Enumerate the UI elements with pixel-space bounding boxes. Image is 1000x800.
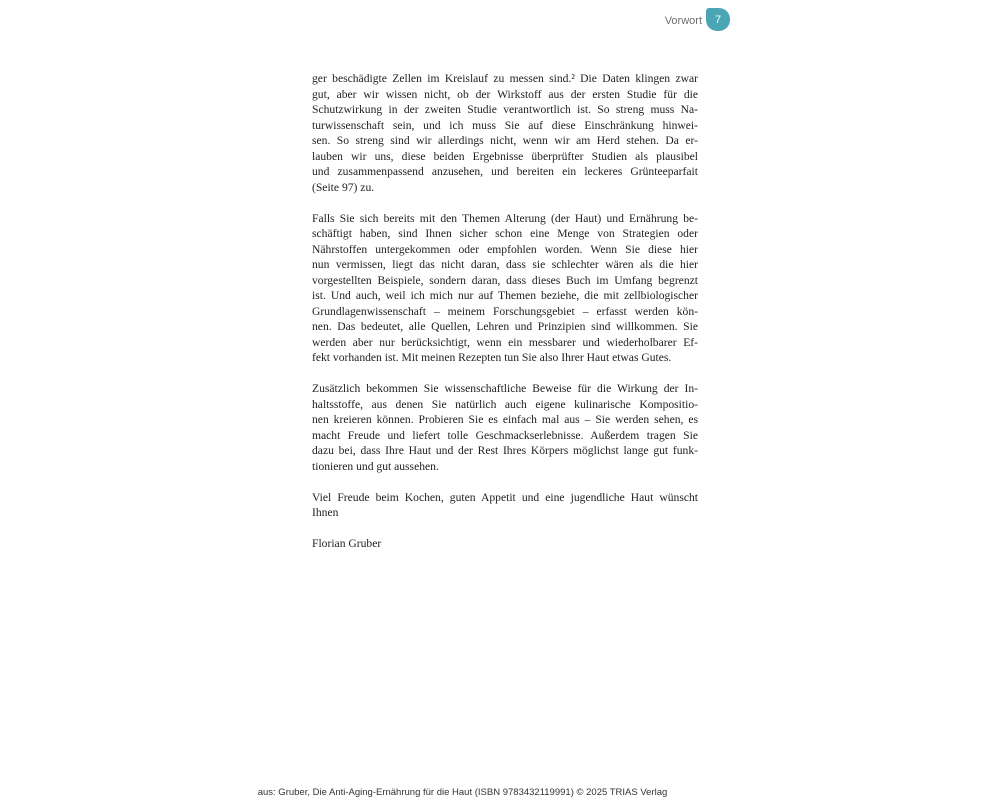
text-line: werden aber nur berücksichtigt, wenn ein messbarer und wiederholbarer Ef- — [312, 335, 698, 349]
text-line: Falls Sie sich bereits mit den Themen Alterung (der Haut) und Ernährung be- — [312, 211, 698, 225]
text-line: tionieren und gut aussehen. — [312, 459, 439, 473]
text-line: nen kreieren können. Probieren Sie es einfach mal aus – Sie werden sehen, es — [312, 413, 698, 426]
text-line: nen. Das bedeutet, alle Quellen, Lehren und Prinzipien sind willkommen. Sie — [312, 320, 698, 333]
text-line: macht Freude und liefert tolle Geschmackserlebnisse. Außerdem tragen Sie — [312, 428, 698, 442]
page-number-badge: 7 — [706, 8, 730, 31]
author-signature — [312, 536, 698, 552]
text-line: fekt vorhanden ist. Mit meinen Rezepten tun Sie also Ihrer Haut etwas Gutes. — [312, 351, 672, 364]
text-line: sen. So streng sind wir allerdings nicht, wenn wir am Herd stehen. Da er- — [312, 134, 698, 147]
text-line: dazu bei, dass Ihre Haut und der Rest Ihres Körpers möglichst lange gut funk- — [312, 444, 698, 457]
text-line: ger beschädigte Zellen im Kreislauf zu messen sind.² Die Daten klingen zwar — [312, 72, 698, 85]
text-line: ist. Und auch, weil ich mich nur auf Themen beziehe, die mit zellbiologischer — [312, 289, 698, 302]
text-line: turwissenschaft sein, und ich muss Sie auf diese Einschränkung hinwei- — [312, 118, 698, 132]
text-line: vorgestellten Beispiele, sondern daran, dass dieses Buch im Umfang begrenzt — [312, 273, 698, 287]
text-line: schäftigt haben, sind Ihnen sicher schon eine Menge von Strategien oder — [312, 227, 698, 240]
text-line: Zusätzlich bekommen Sie wissenschaftliche Beweise für die Wirkung der In- — [312, 382, 698, 395]
text-line: und zusammenpassend anzusehen, und bereiten ein leckeres Grünteeparfait — [312, 165, 698, 178]
text-line: gut, aber wir wissen nicht, ob der Wirkstoff aus der ersten Studie für die — [312, 87, 698, 101]
text-line: Ihnen — [312, 506, 339, 519]
text-line: nun vermissen, liegt das nicht daran, dass sie schlechter wären als die hier — [312, 258, 698, 271]
text-line: Nährstoffen untergekommen oder empfohlen worden. Wenn Sie diese hier — [312, 242, 698, 256]
text-line: (Seite 97) zu. — [312, 180, 375, 194]
paragraph — [312, 211, 698, 366]
text-line: Schutzwirkung in der zweiten Studie verantwortlich ist. So streng muss Na- — [312, 103, 698, 116]
author-name: Florian Gruber — [312, 537, 382, 550]
paragraph — [312, 71, 698, 195]
text-line: Grundlagenwissenschaft – meinem Forschungsgebiet – erfasst werden kön- — [312, 304, 698, 318]
text-line: lauben wir uns, diese beiden Ergebnisse überprüfter Studien als plausibel — [312, 149, 698, 163]
closing-paragraph — [312, 490, 698, 521]
section-title: Vorwort — [664, 15, 702, 27]
text-line: Viel Freude beim Kochen, guten Appetit und eine jugendliche Haut wünscht — [312, 490, 698, 504]
text-line: haltsstoffe, aus denen Sie natürlich auch eigene kulinarische Kompositio- — [312, 397, 698, 411]
footer-citation: aus: Gruber, Die Anti-Aging-Ernährung für die Haut (ISBN 9783432119991) © 2025 TRIAS Verlag — [257, 787, 668, 798]
paragraph — [312, 381, 698, 474]
body-text — [312, 71, 698, 567]
